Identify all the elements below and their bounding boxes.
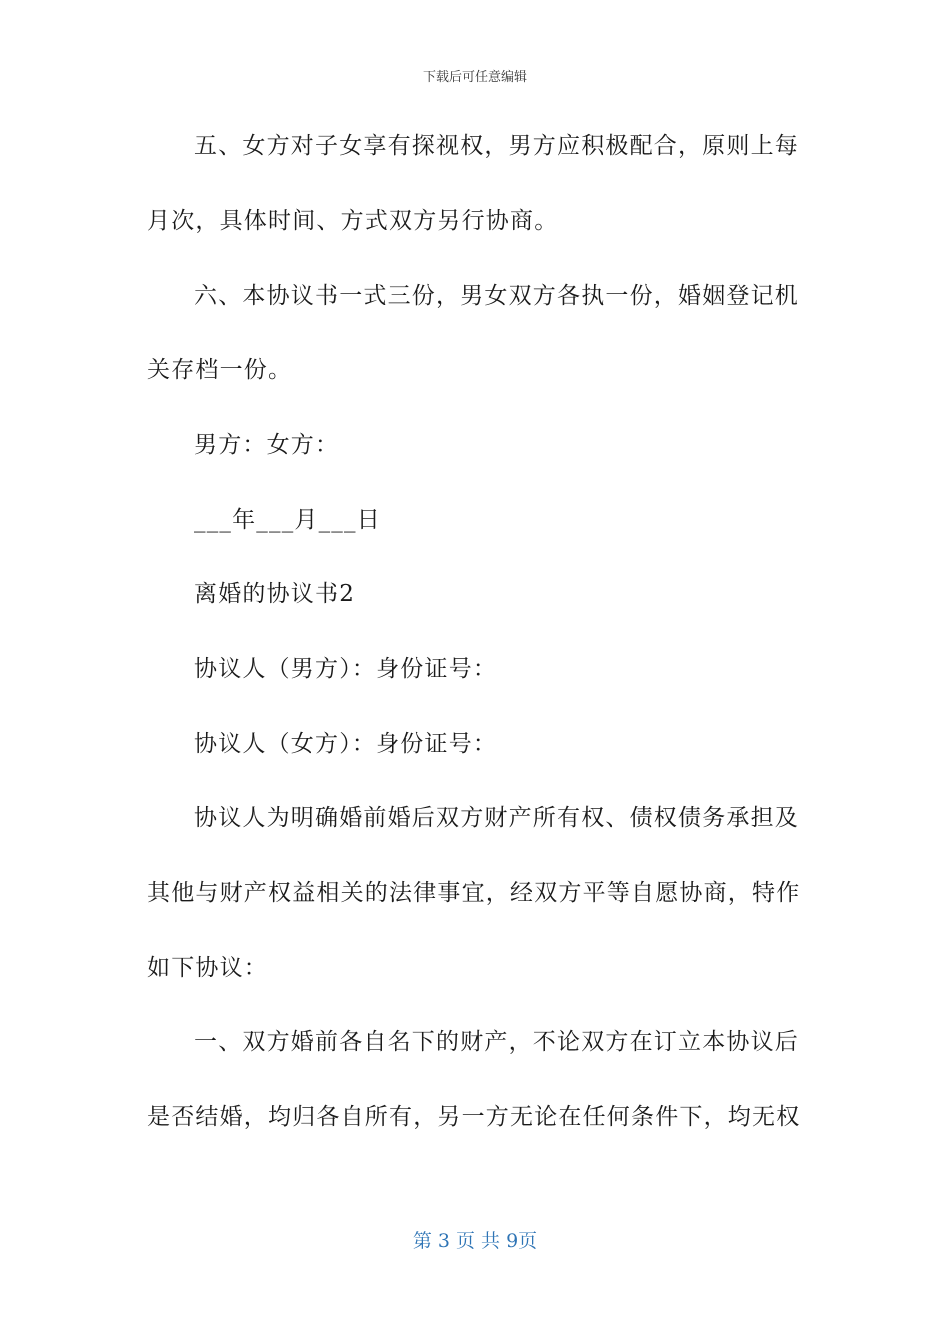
signature-line: 男方：女方： xyxy=(194,432,340,458)
paragraph-line: 六、本协议书一式三份，男女双方各执一份，婚姻登记机 xyxy=(194,283,799,309)
paragraph-line: 月次，具体时间、方式双方另行协商。 xyxy=(147,208,559,234)
paragraph-line: 一、双方婚前各自名下的财产，不论双方在订立本协议后 xyxy=(194,1029,799,1055)
paragraph-line: 五、女方对子女享有探视权，男方应积极配合，原则上每 xyxy=(194,133,799,159)
paragraph-line: 是否结婚，均归各自所有，另一方无论在任何条件下，均无权 xyxy=(147,1104,801,1130)
page-number: 第 3 页 共 9页 xyxy=(412,1230,538,1252)
date-line: ___年___月___日 xyxy=(194,507,381,533)
party-male-line: 协议人（男方）：身份证号： xyxy=(194,656,498,682)
page-header-note: 下载后可任意编辑 xyxy=(422,70,527,85)
paragraph-line: 协议人为明确婚前婚后双方财产所有权、债权债务承担及 xyxy=(194,805,799,831)
party-female-line: 协议人（女方）：身份证号： xyxy=(194,731,498,757)
paragraph-line: 关存档一份。 xyxy=(147,357,293,383)
paragraph-line: 其他与财产权益相关的法律事宜，经双方平等自愿协商，特作 xyxy=(147,880,801,906)
section-title: 离婚的协议书2 xyxy=(194,581,356,607)
paragraph-line: 如下协议： xyxy=(147,955,268,981)
